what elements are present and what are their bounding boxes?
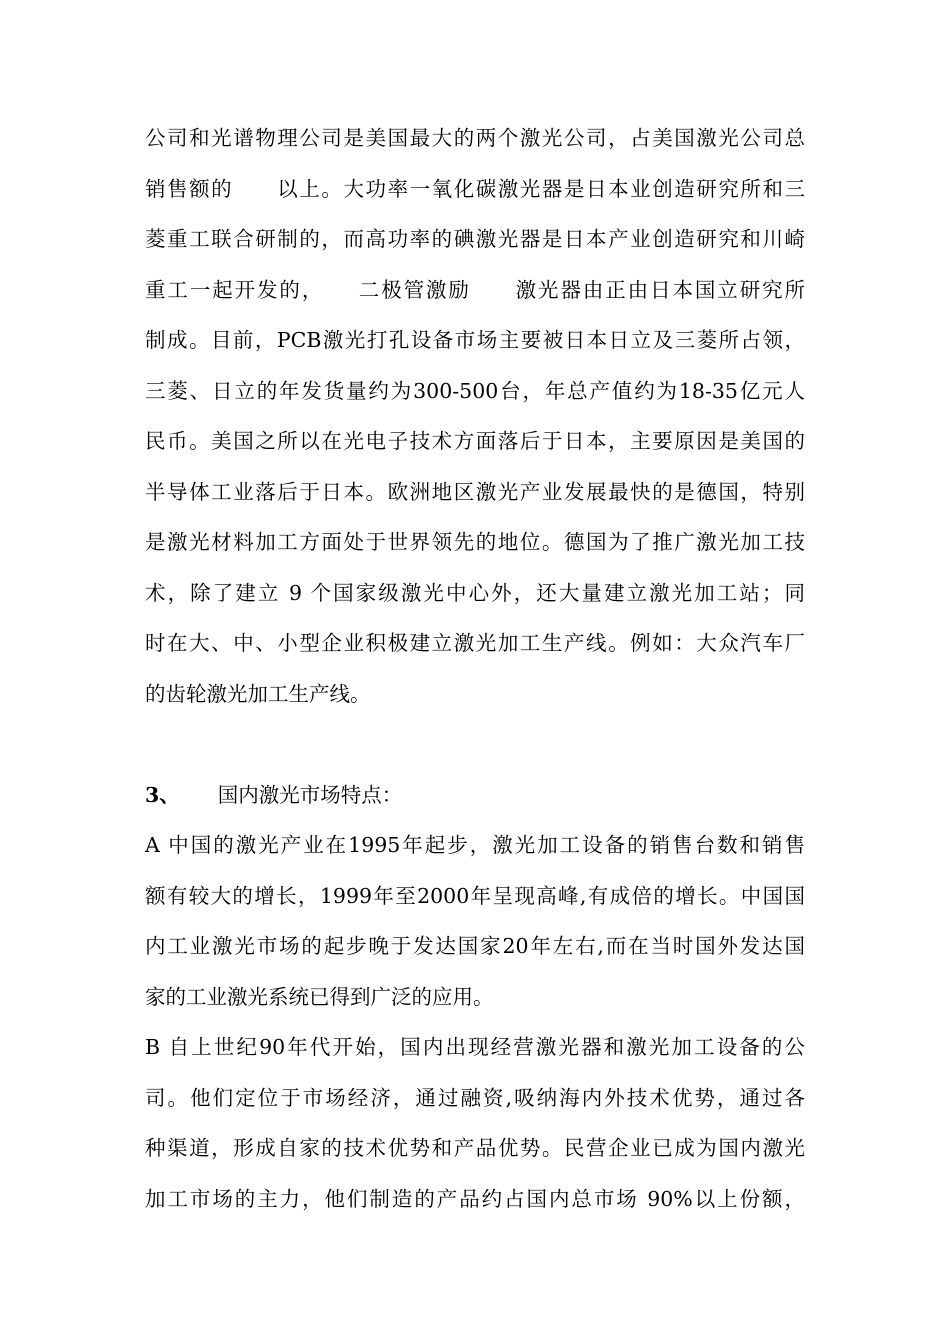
text-line: 术，除了建立 9 个国家级激光中心外，还大量建立激光加工站；同: [145, 580, 805, 605]
text-line: 司。他们定位于市场经济，通过融资,吸纳海内外技术优势，通过各: [145, 1085, 805, 1110]
text-line: 销售额的 以上。大功率一氧化碳激光器是日本业创造研究所和三: [145, 176, 805, 201]
text-line: 家的工业激光系统已得到广泛的应用。: [145, 984, 494, 1009]
text-line: 额有较大的增长，1999年至2000年呈现高峰,有成倍的增长。中国国: [145, 883, 805, 908]
section-title: 国内激光市场特点：: [217, 782, 403, 807]
text-line: 时在大、中、小型企业积极建立激光加工生产线。例如：大众汽车厂: [145, 631, 805, 655]
text-line: 三菱、日立的年发货量约为300-500台，年总产值约为18-35亿元人: [145, 378, 805, 403]
text-line: 种渠道，形成自家的技术优势和产品优势。民营企业已成为国内激光: [145, 1136, 805, 1160]
text-line: 加工市场的主力，他们制造的产品约占国内总市场 90%以上份额，: [145, 1186, 805, 1211]
blank-line: [145, 726, 805, 762]
text-line: 制成。目前，PCB激光打孔设备市场主要被日本日立及三菱所占领，: [145, 328, 805, 352]
text-line: 民币。美国之所以在光电子技术方面落后于日本，主要原因是美国的: [145, 429, 805, 453]
text-line: 菱重工联合研制的，而高功率的碘激光器是日本产业创造研究和川崎: [145, 227, 805, 251]
text-line: 半导体工业落后于日本。欧洲地区激光产业发展最快的是德国，特别: [145, 479, 805, 504]
text-line: 重工一起开发的， 二极管激励 激光器由正由日本国立研究所: [145, 277, 805, 302]
text-line: 公司和光谱物理公司是美国最大的两个激光公司，占美国激光公司总: [145, 126, 805, 150]
section-number: 3、: [145, 782, 180, 807]
section-heading: [145, 777, 805, 813]
text-line: B 自上世纪90年代开始，国内出现经营激光器和激光加工设备的公: [145, 1035, 805, 1059]
text-line: 是激光材料加工方面处于世界领先的地位。德国为了推广激光加工技: [145, 530, 805, 554]
text-line: A 中国的激光产业在1995年起步，激光加工设备的销售台数和销售: [145, 833, 805, 857]
text-line: 内工业激光市场的起步晚于发达国家20年左右,而在当时国外发达国: [145, 934, 805, 958]
text-line: 的齿轮激光加工生产线。: [145, 681, 371, 706]
document-body: [145, 120, 805, 1217]
